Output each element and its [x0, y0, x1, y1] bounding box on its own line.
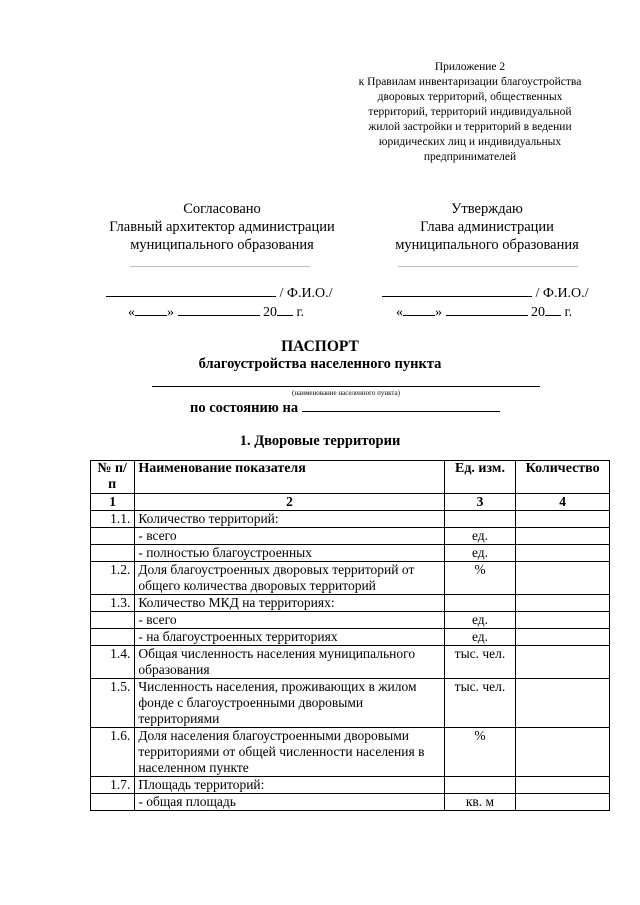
row-number	[91, 629, 135, 646]
agreed-date-year: 20	[263, 305, 277, 320]
table-row	[91, 511, 610, 528]
row-unit: тыс. чел.	[444, 679, 516, 728]
passport-subtitle: благоустройства населенного пункта	[198, 356, 442, 372]
table-row	[91, 612, 610, 629]
row-indicator: Количество МКД на территориях:	[135, 595, 444, 612]
approved-year-blank[interactable]	[545, 303, 561, 316]
table-row	[91, 629, 610, 646]
agreed-date-mid: »	[167, 305, 174, 320]
appendix-line: Приложение 2	[434, 61, 506, 73]
approved-month-blank[interactable]	[446, 303, 528, 316]
table-body	[91, 511, 610, 811]
appendix-line: территорий, территорий индивидуальной	[368, 106, 572, 118]
appendix-line: жилой застройки и территорий в ведении	[368, 121, 572, 133]
appendix-line: предпринимателей	[423, 151, 517, 163]
table-header-row	[91, 461, 610, 494]
row-quantity-cell[interactable]	[516, 794, 610, 811]
row-unit	[444, 595, 516, 612]
header-number: 3	[444, 494, 516, 511]
approved-fio-label: / Ф.И.О./	[535, 286, 589, 301]
agreed-fio-label: / Ф.И.О./	[279, 286, 333, 301]
table-row	[91, 595, 610, 612]
table-row	[91, 794, 610, 811]
approved-date-open: «	[396, 305, 403, 320]
row-quantity-cell[interactable]	[516, 562, 610, 595]
row-quantity-cell[interactable]	[516, 511, 610, 528]
row-quantity-cell[interactable]	[516, 679, 610, 728]
header-num: № п/п	[91, 461, 135, 494]
row-number	[91, 545, 135, 562]
row-quantity-cell[interactable]	[516, 728, 610, 777]
row-unit	[444, 511, 516, 528]
settlement-name-caption: (наименование населенного пункта)	[292, 389, 400, 397]
row-indicator: Общая численность населения муниципального образования	[135, 646, 444, 679]
table-row	[91, 777, 610, 794]
agreed-position-line1: Главный архитектор администрации	[109, 219, 335, 235]
agreed-fio-row	[106, 284, 333, 302]
appendix-line: к Правилам инвентаризации благоустройства	[358, 76, 582, 88]
agreed-year-blank[interactable]	[277, 303, 293, 316]
approved-fio-row	[382, 284, 589, 302]
agreed-date-row	[128, 303, 304, 321]
approved-position-line1: Глава администрации	[420, 219, 554, 235]
appendix-line: юридических лиц и индивидуальных	[378, 136, 562, 148]
table-row	[91, 679, 610, 728]
approved-date-end: г.	[564, 305, 573, 320]
row-indicator: - полностью благоустроенных	[135, 545, 444, 562]
row-quantity-cell[interactable]	[516, 545, 610, 562]
row-indicator: Доля населения благоустроенными дворовыми территориями от общей численности населения в населенном пункте	[135, 728, 444, 777]
row-indicator: - на благоустроенных территориях	[135, 629, 444, 646]
row-unit: %	[444, 562, 516, 595]
approved-date-year: 20	[531, 305, 545, 320]
row-indicator: - всего	[135, 528, 444, 545]
table-row	[91, 562, 610, 595]
table-row	[91, 545, 610, 562]
row-unit: ед.	[444, 545, 516, 562]
row-quantity-cell[interactable]	[516, 777, 610, 794]
section-title: 1. Дворовые территории	[239, 433, 401, 449]
agreed-month-blank[interactable]	[178, 303, 260, 316]
indicators-table	[90, 460, 610, 811]
row-indicator: Количество территорий:	[135, 511, 444, 528]
appendix-header	[335, 60, 605, 165]
as-of-date-blank[interactable]	[302, 399, 500, 412]
agreed-block	[92, 200, 352, 254]
header-name: Наименование показателя	[135, 461, 444, 494]
row-number: 1.5.	[91, 679, 135, 728]
approved-date-row	[396, 303, 572, 321]
row-unit: ед.	[444, 612, 516, 629]
row-number: 1.3.	[91, 595, 135, 612]
approved-signature-line	[398, 266, 578, 267]
row-quantity-cell[interactable]	[516, 629, 610, 646]
approved-block	[357, 200, 617, 254]
appendix-line: дворовых территорий, общественных	[377, 91, 563, 103]
agreed-date-open: «	[128, 305, 135, 320]
row-number: 1.2.	[91, 562, 135, 595]
approved-position-line2: муниципального образования	[395, 237, 579, 253]
header-qty: Количество	[516, 461, 610, 494]
row-number: 1.7.	[91, 777, 135, 794]
as-of-label: по состоянию на	[190, 400, 299, 416]
table-row	[91, 528, 610, 545]
row-indicator: - общая площадь	[135, 794, 444, 811]
approved-title: Утверждаю	[451, 201, 523, 217]
approved-fio-blank[interactable]	[382, 284, 532, 297]
row-indicator: Площадь территорий:	[135, 777, 444, 794]
header-number: 4	[516, 494, 610, 511]
passport-title: ПАСПОРТ	[281, 338, 359, 355]
row-quantity-cell[interactable]	[516, 612, 610, 629]
agreed-position-line2: муниципального образования	[130, 237, 314, 253]
row-number	[91, 612, 135, 629]
agreed-signature-line	[130, 266, 310, 267]
row-indicator: Доля благоустроенных дворовых территорий от общего количества дворовых территорий	[135, 562, 444, 595]
table-row	[91, 728, 610, 777]
approved-day-blank[interactable]	[403, 303, 435, 316]
row-number: 1.6.	[91, 728, 135, 777]
settlement-name-line[interactable]	[152, 386, 540, 387]
header-number: 1	[91, 494, 135, 511]
as-of-row	[190, 399, 500, 417]
row-number: 1.4.	[91, 646, 135, 679]
row-unit: ед.	[444, 528, 516, 545]
row-unit: кв. м	[444, 794, 516, 811]
row-unit	[444, 777, 516, 794]
approved-date-mid: »	[435, 305, 442, 320]
header-unit: Ед. изм.	[444, 461, 516, 494]
row-number: 1.1.	[91, 511, 135, 528]
header-number: 2	[135, 494, 444, 511]
agreed-fio-blank[interactable]	[106, 284, 276, 297]
agreed-date-end: г.	[296, 305, 305, 320]
agreed-day-blank[interactable]	[135, 303, 167, 316]
row-quantity-cell[interactable]	[516, 528, 610, 545]
row-unit: ед.	[444, 629, 516, 646]
row-quantity-cell[interactable]	[516, 595, 610, 612]
row-indicator: - всего	[135, 612, 444, 629]
row-number	[91, 794, 135, 811]
agreed-title: Согласовано	[183, 201, 261, 217]
table-header-numbers-row	[91, 494, 610, 511]
row-unit: %	[444, 728, 516, 777]
row-unit: тыс. чел.	[444, 646, 516, 679]
row-indicator: Численность населения, проживающих в жилом фонде с благоустроенными дворовыми территориями	[135, 679, 444, 728]
row-number	[91, 528, 135, 545]
table-row	[91, 646, 610, 679]
row-quantity-cell[interactable]	[516, 646, 610, 679]
